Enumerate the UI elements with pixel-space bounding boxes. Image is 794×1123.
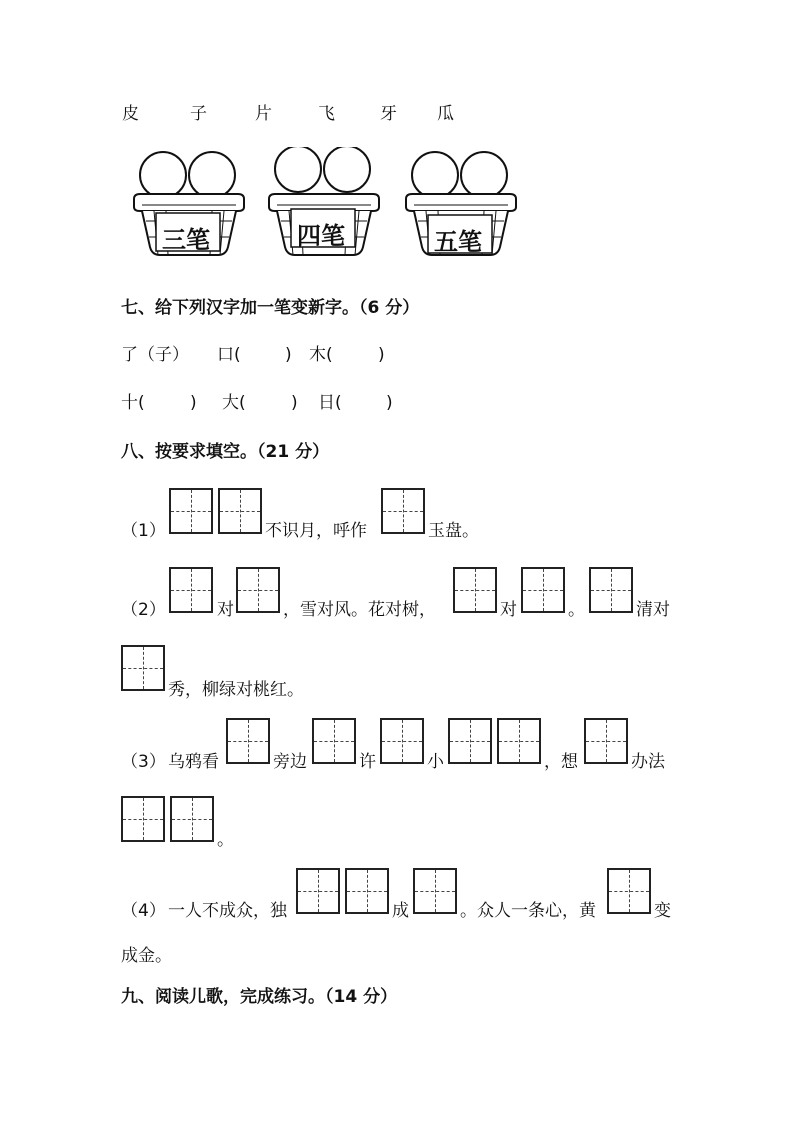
s7-r1-e: ) — [378, 345, 385, 365]
q3-text-2: 旁边 — [273, 752, 307, 772]
writing-grid[interactable] — [584, 718, 628, 764]
basket-label-1: 三笔 — [162, 225, 210, 254]
writing-grid[interactable] — [448, 718, 492, 764]
q4-text-1: 一人不成众，独 — [168, 901, 287, 921]
s7-r2-a: 十( — [121, 393, 145, 413]
basket-label-3: 五笔 — [434, 227, 482, 256]
q2-text-4: 。 — [568, 600, 585, 620]
s7-r1-b: 口( — [217, 345, 241, 365]
q3-text-4: 小 — [427, 752, 444, 772]
q3-text-5: ，想 — [544, 752, 578, 772]
basket-label-2: 四笔 — [297, 221, 345, 250]
writing-grid[interactable] — [497, 718, 541, 764]
s7-r1-c: ) — [285, 345, 292, 365]
q2-text-5: 清对 — [636, 600, 670, 620]
writing-grid[interactable] — [521, 567, 565, 613]
section-7-title: 七、给下列汉字加一笔变新字。（6 分） — [121, 298, 420, 318]
writing-grid[interactable] — [218, 488, 262, 534]
writing-grid[interactable] — [226, 718, 270, 764]
s7-r1-a: 了（子） — [121, 345, 189, 365]
writing-grid[interactable] — [381, 488, 425, 534]
writing-grid[interactable] — [169, 567, 213, 613]
char-3: 片 — [255, 104, 272, 124]
s7-r2-c: 大( — [222, 393, 246, 413]
section-9-title: 九、阅读儿歌，完成练习。（14 分） — [121, 987, 398, 1007]
q2-number: （2） — [121, 600, 166, 620]
s7-r2-b: ) — [190, 393, 197, 413]
writing-grid[interactable] — [413, 868, 457, 914]
q2-text-2: ，雪对风。花对树， — [283, 600, 436, 620]
q1-number: （1） — [121, 521, 166, 541]
writing-grid[interactable] — [121, 645, 165, 691]
q4-text-4: 变 — [654, 901, 671, 921]
q3-number: （3） — [121, 752, 166, 772]
q2-text-6: 秀，柳绿对桃红。 — [168, 680, 304, 700]
writing-grid[interactable] — [296, 868, 340, 914]
q3-text-1: 乌鸦看 — [168, 752, 219, 772]
s7-r1-d: 木( — [309, 345, 333, 365]
char-5: 牙 — [380, 104, 397, 124]
writing-grid[interactable] — [380, 718, 424, 764]
char-4: 飞 — [318, 104, 335, 124]
section-8-title: 八、按要求填空。（21 分） — [121, 442, 330, 462]
writing-grid[interactable] — [236, 567, 280, 613]
q2-text-1: 对 — [217, 600, 234, 620]
q4-number: （4） — [121, 901, 166, 921]
q4-text-3: 。众人一条心，黄 — [460, 901, 596, 921]
writing-grid[interactable] — [589, 567, 633, 613]
q2-text-3: 对 — [500, 600, 517, 620]
writing-grid[interactable] — [169, 488, 213, 534]
q3-text-3: 许 — [359, 752, 376, 772]
s7-r2-e: 日( — [318, 393, 342, 413]
q1-text-2: 玉盘。 — [428, 521, 479, 541]
writing-grid[interactable] — [453, 567, 497, 613]
char-2: 子 — [190, 104, 207, 124]
char-1: 皮 — [122, 104, 139, 124]
char-6: 瓜 — [437, 104, 454, 124]
writing-grid[interactable] — [121, 796, 165, 842]
writing-grid[interactable] — [345, 868, 389, 914]
writing-grid[interactable] — [312, 718, 356, 764]
q3-text-7: 。 — [217, 830, 234, 850]
q1-text-1: 不识月，呼作 — [265, 521, 367, 541]
writing-grid[interactable] — [607, 868, 651, 914]
s7-r2-d: ) — [291, 393, 298, 413]
s7-r2-f: ) — [386, 393, 393, 413]
q4-text-2: 成 — [392, 901, 409, 921]
q3-text-6: 办法 — [631, 752, 665, 772]
q4-text-5: 成金。 — [121, 946, 172, 966]
writing-grid[interactable] — [170, 796, 214, 842]
